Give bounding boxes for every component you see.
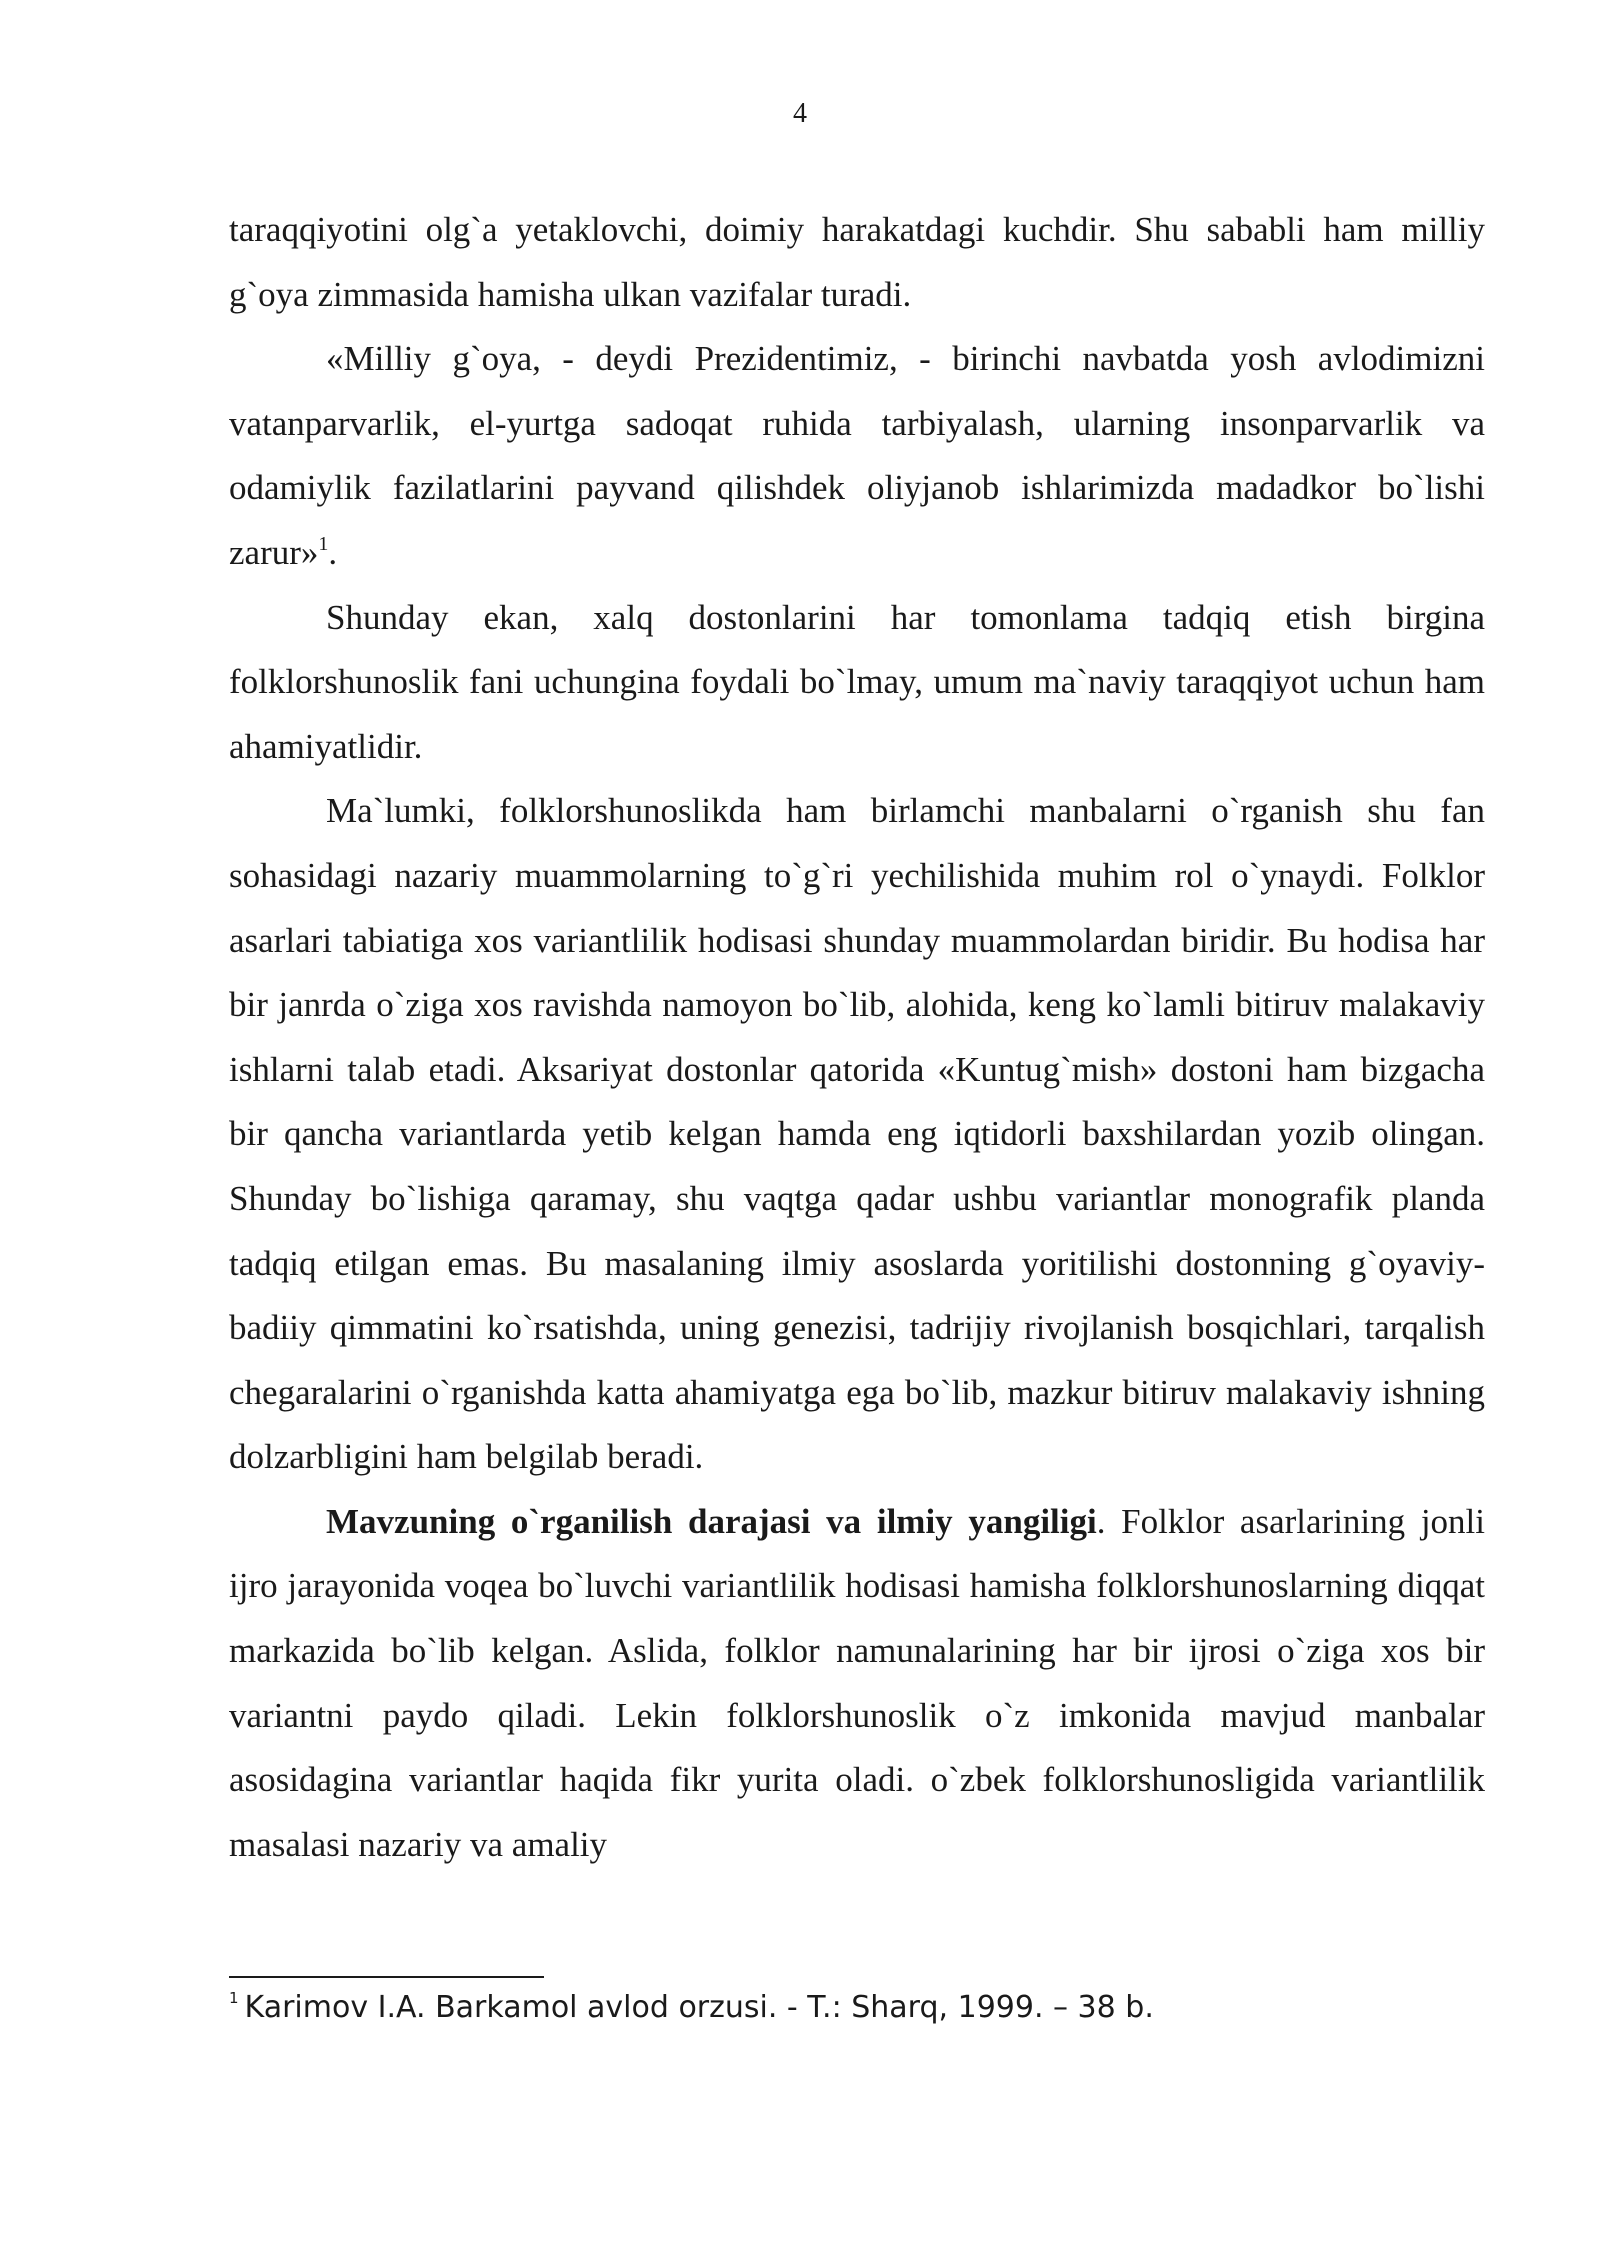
quote-text: «Milliy g`oya, - deydi Prezidentimiz, - birinchi navbatda yosh avlodimizni vatanparvarlik, el-yurtga sadoqat ruhida tarbiyalash, ularning insonparvarlik va odamiylik fazilatlarini payvand qilishdek oliyjanob ishlarimizda madadkor bo`lishi zarur» [229, 339, 1485, 572]
page-number: 4 [793, 98, 807, 129]
paragraph-section [229, 1490, 1485, 1878]
footnote-text: Karimov I.A. Barkamol avlod orzusi. - T.: Sharq, 1999. – 38 b. [244, 1990, 1154, 2025]
paragraph: Shunday ekan, xalq dostonlarini har tomonlama tadqiq etish birgina folklorshunoslik fani uchungina foydali bo`lmay, umum ma`naviy taraqqiyot uchun ham ahamiyatlidir. [229, 597, 1485, 766]
section-heading: Mavzuning o`rganilish darajasi va ilmiy yangiligi [326, 1501, 1097, 1541]
footnote [229, 1986, 1485, 2030]
paragraph: Ma`lumki, folklorshunoslikda ham birlamchi manbalarni o`rganish shu fan sohasidagi nazariy muammolarning to`g`ri yechilishida muhim rol o`ynaydi. Folklor asarlari tabiatiga xos variantlilik hodisasi shunday muammolardan biridir. Bu hodisa har bir janrda o`ziga xos ravishda namoyon bo`lib, alohida, keng ko`lamli bitiruv malakaviy ishlarni talab etadi. Aksariyat dostonlar qatorida «Kuntug`mish» dostoni ham bizgacha bir qancha variantlarda yetib kelgan hamda eng iqtidorli baxshilardan yozib olingan. Shunday bo`lishiga qaramay, shu vaqtga qadar ushbu variantlar monografik planda tadqiq etilgan emas. Bu masalaning ilmiy asoslarda yoritilishi dostonning g`oyaviy-badiiy qimmatini ko`rsatishda, uning genezisi, tadrijiy rivojlanish bosqichlari, tarqalish chegaralarini o`rganishda katta ahamiyatga ega bo`lib, mazkur bitiruv malakaviy ishning dolzarbligini ham belgilab beradi. [229, 791, 1485, 1477]
quote-end: . [328, 532, 338, 572]
body-text [229, 198, 1485, 1877]
paragraph: taraqqiyotini olg`a yetaklovchi, doimiy harakatdagi kuchdir. Shu sababli ham milliy g`oya zimmasida hamisha ulkan vazifalar turadi. [229, 210, 1485, 314]
footnote-reference: 1 [318, 532, 329, 555]
section-text: . Folklor asarlarining jonli ijro jarayonida voqea bo`luvchi variantlilik hodisasi hamisha folklorshunoslarning diqqat markazida bo`lib kelgan. Aslida, folklor namunalarining har bir ijrosi o`ziga xos bir variantni paydo qiladi. Lekin folklorshunoslik o`z imkonida mavjud manbalar asosidagina variantlar haqida fikr yurita oladi. o`zbek folklorshunosligida variantlilik masalasi nazariy va amaliy [229, 1501, 1485, 1864]
footnote-separator [229, 1976, 544, 1978]
paragraph-quote [229, 327, 1485, 585]
footnote-mark: 1 [229, 1989, 239, 2007]
